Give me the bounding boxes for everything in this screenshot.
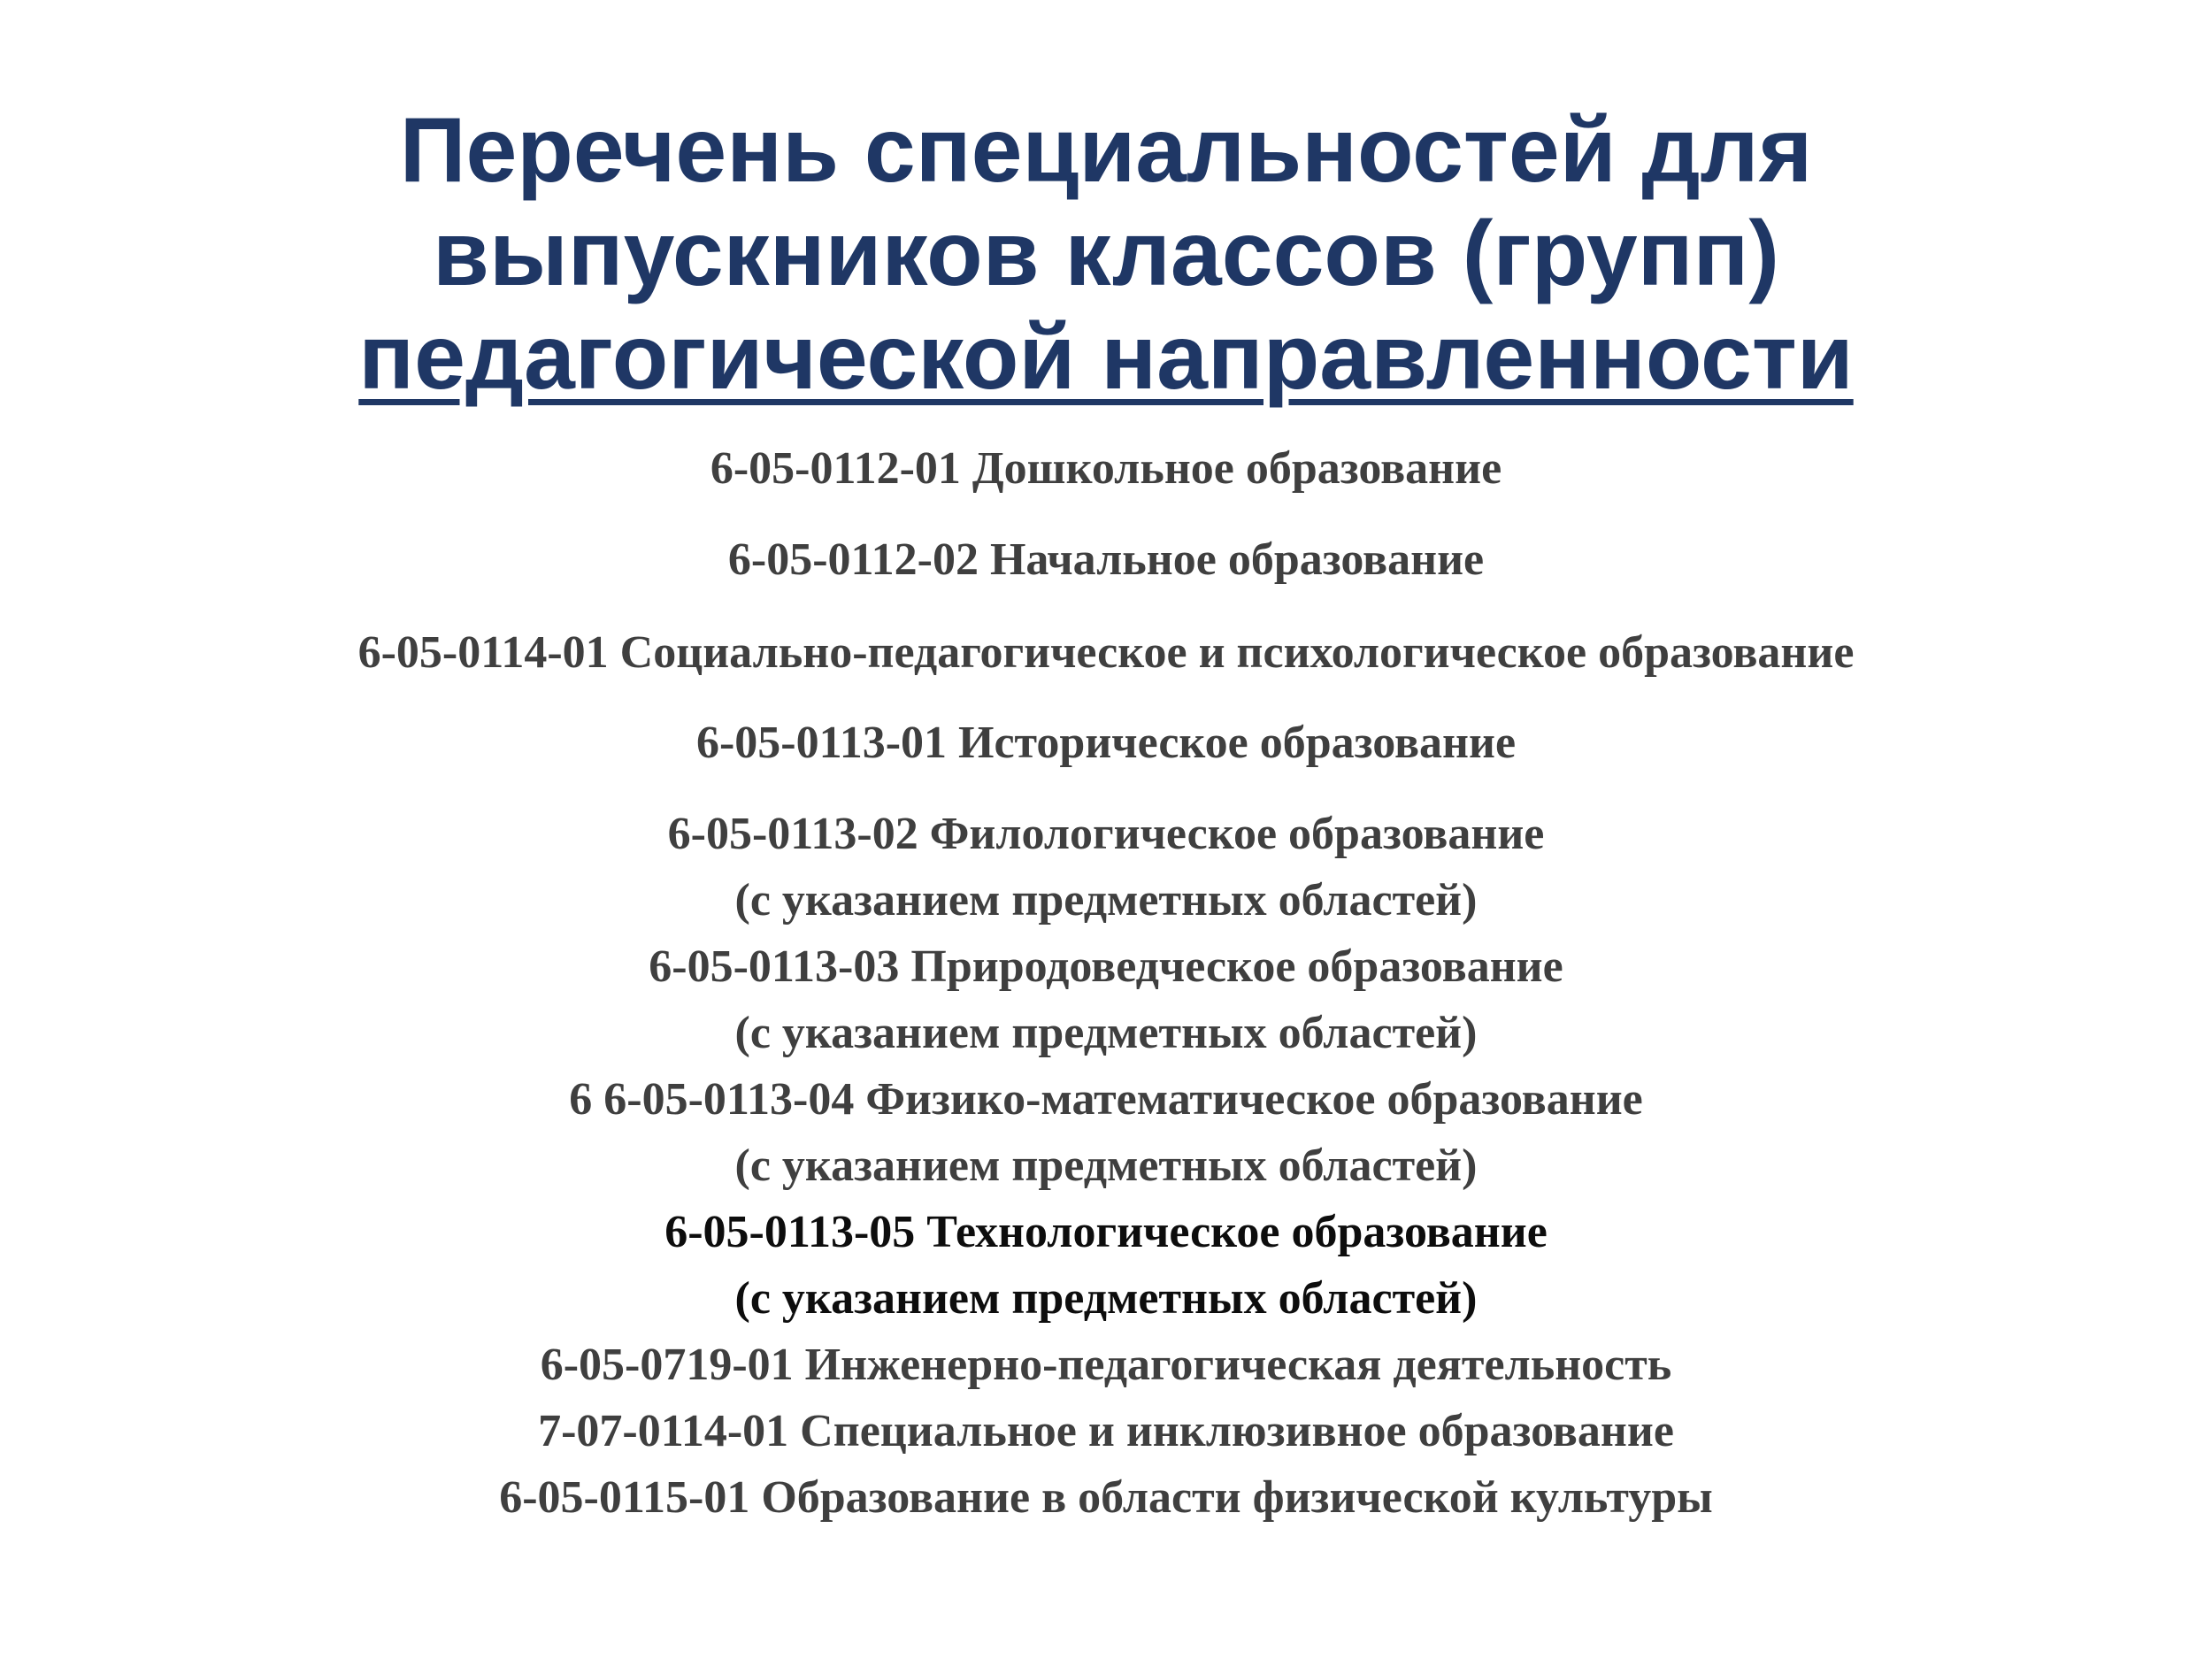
specialty-item: 6-05-0113-03 Природоведческое образование (649, 941, 1563, 992)
specialty-item: 6-05-0719-01 Инженерно-педагогическая деятельность (540, 1340, 1672, 1390)
specialty-item: 6-05-0113-05 Технологическое образование (664, 1207, 1548, 1257)
title-line-2: выпускников классов (групп) (433, 203, 1779, 305)
slide-title (0, 99, 2212, 410)
specialty-item: 6-05-0112-01 Дошкольное образование (710, 443, 1502, 494)
specialty-note: (с указанием предметных областей) (734, 1141, 1478, 1191)
title-line-3: педагогической направленности (358, 306, 1854, 409)
specialty-item: 6-05-0115-01 Образование в области физической культуры (499, 1472, 1713, 1523)
specialty-note: (с указанием предметных областей) (734, 875, 1478, 926)
title-line-1: Перечень специальностей для (399, 99, 1813, 202)
specialty-item: 6-05-0114-01 Социально-педагогическое и психологическое образование (357, 627, 1855, 678)
specialty-item: 7-07-0114-01 Специальное и инклюзивное образование (538, 1406, 1674, 1456)
specialty-item: 6-05-0112-02 Начальное образование (727, 534, 1485, 585)
specialty-note: (с указанием предметных областей) (734, 1273, 1478, 1324)
specialty-note: (с указанием предметных областей) (734, 1008, 1478, 1058)
specialty-item: 6-05-0113-02 Филологическое образование (667, 809, 1545, 859)
specialty-item: 6-05-0113-01 Историческое образование (695, 718, 1517, 768)
specialty-item: 6 6-05-0113-04 Физико-математическое образование (569, 1074, 1643, 1125)
